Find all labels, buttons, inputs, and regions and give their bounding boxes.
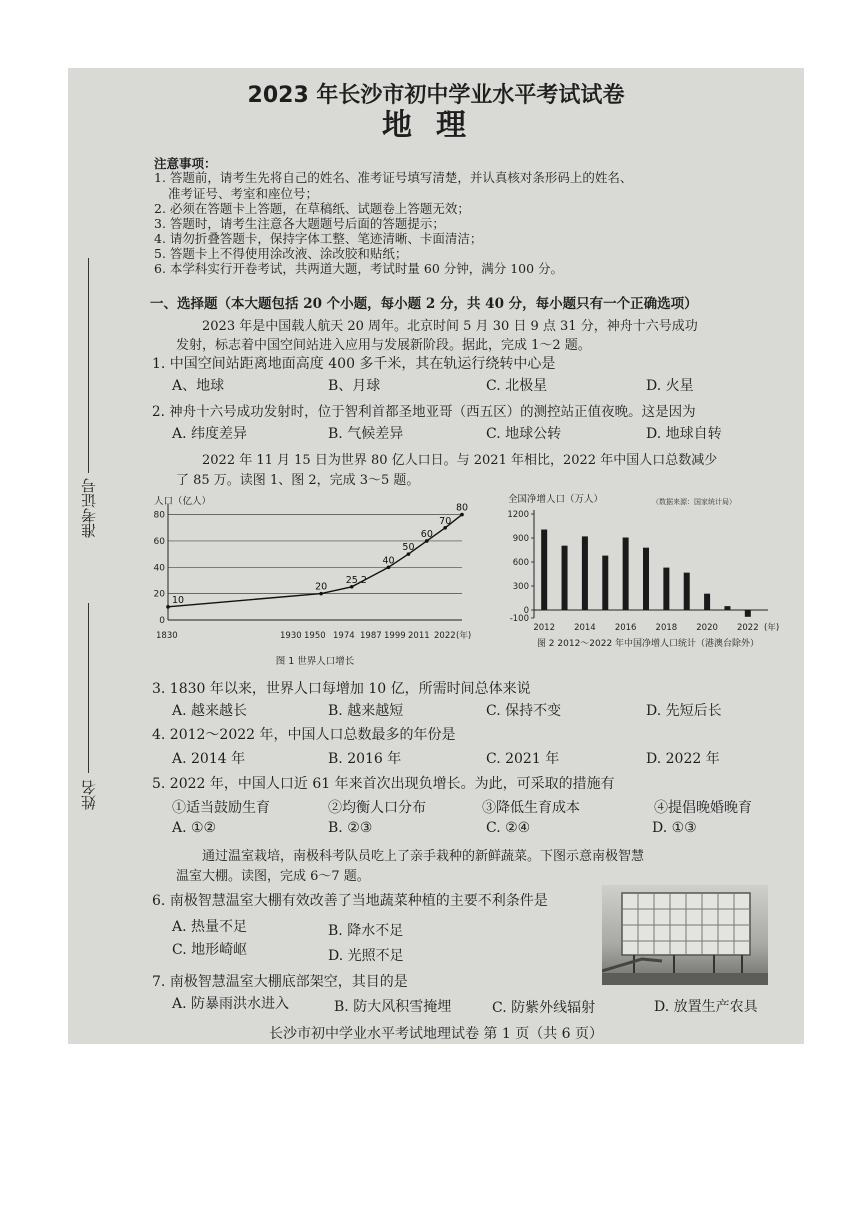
- y-tick-label: -100: [509, 614, 529, 624]
- option: D. 2022 年: [646, 751, 720, 767]
- name-line: [88, 603, 89, 773]
- x-tick-label: 2022: [736, 623, 759, 633]
- y-tick-label: 0: [159, 616, 165, 626]
- option: B. 越来越短: [328, 703, 404, 719]
- option: C. ②④: [486, 820, 531, 836]
- y-tick-label: 600: [512, 558, 529, 568]
- option: D. 光照不足: [328, 948, 404, 964]
- bar: [562, 546, 568, 610]
- note-item: 1. 答题前，请考生先将自己的姓名、准考证号填写清楚，并认真核对条形码上的姓名、: [154, 170, 633, 185]
- option: D. 先短后长: [646, 703, 722, 719]
- x-tick-label: 1950: [304, 631, 326, 641]
- option: C. 地球公转: [486, 426, 562, 442]
- intro-text: 温室大棚。读图，完成 6～7 题。: [176, 869, 370, 884]
- intro-text: 2023 年是中国载人航天 20 周年。北京时间 5 月 30 日 9 点 31 分，神舟十六号成功: [202, 319, 698, 334]
- y-tick-label: 80: [153, 510, 165, 521]
- bar: [623, 538, 629, 610]
- bar: [582, 536, 588, 610]
- option: B. 2016 年: [328, 751, 402, 767]
- data-label: 10: [172, 594, 185, 606]
- x-axis-unit: (年): [456, 631, 472, 641]
- data-label: 60: [420, 528, 433, 540]
- option: A. 热量不足: [172, 919, 248, 935]
- china-net-population-bar-chart: [498, 490, 798, 674]
- exam-id-line: [88, 258, 89, 473]
- y-tick-label: 300: [512, 582, 529, 592]
- bar: [724, 606, 730, 610]
- bar: [541, 530, 547, 610]
- y-axis-label: 人口（亿人）: [154, 496, 212, 507]
- intro-text: 发射，标志着中国空间站进入应用与发展新阶段。据此，完成 1～2 题。: [176, 338, 591, 353]
- option: C. 北极星: [486, 378, 548, 394]
- question-stem: 1. 中国空间站距离地面高度 400 多千米，其在轨运行绕转中心是: [152, 356, 556, 372]
- y-tick-label: 1200: [507, 510, 529, 520]
- option: B. ②③: [328, 820, 373, 836]
- y-tick-label: 900: [512, 534, 529, 544]
- y-tick-label: 0: [523, 606, 529, 616]
- question-stem: 6. 南极智慧温室大棚有效改善了当地蔬菜种植的主要不利条件是: [152, 893, 548, 909]
- x-tick-label: 1999: [384, 631, 406, 641]
- y-axis-label: 全国净增人口（万人）: [508, 494, 604, 505]
- option: C. 地形崎岖: [172, 942, 248, 958]
- note-item: 准考证号、考室和座位号；: [168, 186, 319, 201]
- measure-item: ②均衡人口分布: [328, 800, 426, 816]
- figure-caption: 图 2 2012～2022 年中国净增人口统计（港澳台除外）: [536, 639, 760, 649]
- world-population-line-chart: [152, 494, 498, 674]
- option: A. 防暴雨洪水进入: [172, 996, 290, 1012]
- intro-text: 了 85 万。读图 1、图 2，完成 3～5 题。: [176, 473, 420, 488]
- x-tick-label: 2016: [614, 623, 637, 633]
- option: A、地球: [172, 378, 225, 394]
- bar: [663, 568, 669, 610]
- note-item: 3. 答题时，请考生注意各大题题号后面的答题提示；: [154, 216, 445, 231]
- option: D. ①③: [652, 820, 697, 836]
- page-footer: 长沙市初中学业水平考试地理试卷 第 1 页（共 6 页）: [268, 1026, 604, 1042]
- x-tick-label: 2020: [696, 623, 718, 633]
- bar: [643, 548, 649, 610]
- data-label: 20: [315, 581, 328, 593]
- note-item: 4. 请勿折叠答题卡，保持字体工整、笔迹清晰、卡面清洁；: [154, 231, 483, 246]
- greenhouse-photo: [602, 885, 768, 985]
- data-point: [166, 605, 170, 609]
- bar: [602, 556, 608, 610]
- option: A. 2014 年: [172, 751, 246, 767]
- data-source: （数据来源：国家统计局）: [652, 498, 736, 506]
- x-tick-label: 2022: [434, 631, 456, 641]
- exam-title: 2023 年长沙市初中学业水平考试试卷: [247, 83, 625, 108]
- option: B. 气候差异: [328, 426, 404, 442]
- option: B、月球: [328, 378, 381, 394]
- x-axis-unit: (年): [764, 623, 780, 633]
- option: C. 防紫外线辐射: [492, 1000, 596, 1016]
- bar: [745, 610, 751, 617]
- section-heading: 一、选择题（本大题包括 20 个小题，每小题 2 分，共 40 分，每小题只有一个正确选项）: [150, 296, 698, 312]
- subject-title: 地理: [382, 108, 490, 143]
- question-stem: 2. 神舟十六号成功发射时，位于智利首都圣地亚哥（西五区）的测控站正值夜晚。这是因为: [152, 404, 696, 420]
- option: B. 防大风积雪掩埋: [334, 999, 452, 1015]
- intro-text: 2022 年 11 月 15 日为世界 80 亿人口日。与 2021 年相比，2022 年中国人口总数减少: [202, 453, 718, 468]
- bar: [704, 594, 710, 610]
- bar: [684, 573, 690, 610]
- option: D. 火星: [646, 378, 694, 394]
- x-tick-label: 1987: [360, 631, 382, 641]
- y-tick-label: 40: [153, 563, 165, 574]
- y-tick-label: 20: [153, 589, 165, 600]
- note-item: 6. 本学科实行开卷考试，共两道大题，考试时量 60 分钟，满分 100 分。: [154, 261, 564, 276]
- y-tick-label: 60: [153, 536, 165, 547]
- population-line: [168, 515, 462, 607]
- option: C. 2021 年: [486, 751, 560, 767]
- question-stem: 7. 南极智慧温室大棚底部架空，其目的是: [152, 974, 408, 990]
- question-stem: 4. 2012～2022 年，中国人口总数最多的年份是: [152, 727, 456, 743]
- measure-item: ③降低生育成本: [482, 800, 580, 816]
- data-label: 80: [456, 502, 469, 514]
- x-tick-label: 2012: [533, 623, 556, 633]
- option: C. 保持不变: [486, 703, 562, 719]
- data-label: 70: [439, 515, 452, 527]
- option: A. ①②: [172, 820, 217, 836]
- data-label: 50: [402, 542, 415, 554]
- x-tick-label: 2014: [574, 623, 596, 633]
- x-tick-label: 2011: [408, 631, 430, 641]
- x-tick-label: 1830: [156, 631, 178, 641]
- measure-item: ④提倡晚婚晚育: [654, 800, 752, 816]
- data-label: 40: [382, 555, 395, 567]
- name-label: 姓名: [80, 780, 98, 810]
- option: A. 越来越长: [172, 703, 248, 719]
- x-tick-label: 1930: [280, 631, 302, 641]
- exam-paper: [68, 68, 804, 1044]
- question-stem: 3. 1830 年以来，世界人口每增加 10 亿，所需时间总体来说: [152, 681, 531, 697]
- option: A. 纬度差异: [172, 426, 248, 442]
- data-label: 25.2: [345, 574, 367, 586]
- note-item: 5. 答题卡上不得使用涂改液、涂改胶和贴纸；: [154, 246, 408, 261]
- question-stem: 5. 2022 年，中国人口近 61 年来首次出现负增长。为此，可采取的措施有: [152, 776, 615, 792]
- x-tick-label: 2018: [655, 623, 678, 633]
- x-tick-label: 1974: [333, 631, 355, 641]
- option: B. 降水不足: [328, 923, 404, 939]
- note-item: 2. 必须在答题卡上答题，在草稿纸、试题卷上答题无效；: [154, 201, 470, 216]
- option: D. 地球自转: [646, 426, 722, 442]
- figure-caption: 图 1 世界人口增长: [275, 656, 355, 667]
- measure-item: ①适当鼓励生育: [172, 800, 270, 816]
- notes-heading: 注意事项：: [154, 156, 217, 171]
- exam-id-label: 准考证号: [80, 478, 98, 538]
- intro-text: 通过温室栽培，南极科考队员吃上了亲手栽种的新鲜蔬菜。下图示意南极智慧: [202, 849, 645, 864]
- option: D. 放置生产农具: [654, 999, 758, 1015]
